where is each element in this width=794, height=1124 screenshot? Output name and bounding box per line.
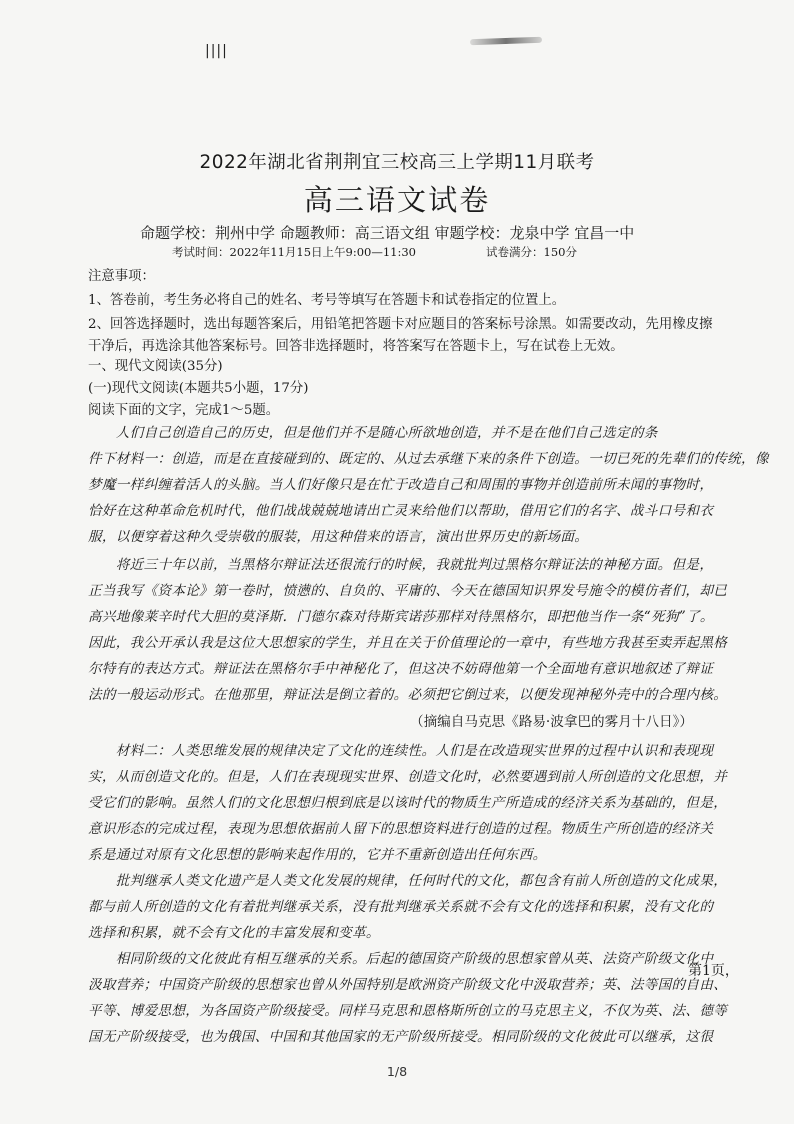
section-title: 一、现代文阅读(35分) bbox=[88, 359, 223, 374]
material1-line: 法的一般运动形式。在他那里，辩证法是倒立着的。必须把它倒过来，以便发现神秘外壳中的合理内核。 bbox=[88, 687, 728, 703]
section-subtitle: (一)现代文阅读(本题共5小题，17分) bbox=[88, 381, 309, 396]
scan-mark: |||| bbox=[205, 43, 228, 59]
material2-line: 相同阶级的文化彼此有相互继承的关系。后起的德国资产阶级的思想家曾从英、法资产阶级文化中 bbox=[88, 951, 714, 967]
material1-line: 因此，我公开承认我是这位大思想家的学生，并且在关于价值理论的一章中，有些地方我甚至卖弄起黑格 bbox=[88, 635, 728, 651]
page-number-label: 第1页， bbox=[688, 963, 739, 979]
notes-item-2-cont: 干净后，再选涂其他答案标号。回答非选择题时，将答案写在答题卡上，写在试卷上无效。 bbox=[88, 339, 624, 354]
material1-line: 高兴地像莱辛时代大胆的莫泽斯．门德尔森对待斯宾诺莎那样对待黑格尔，即把他当作一条“死狗”了。 bbox=[88, 609, 714, 625]
material2-line: 批判继承人类文化遗产是人类文化发展的规律，任何时代的文化，都包含有前人所创造的文化成果， bbox=[88, 873, 728, 889]
exam-info-line: 命题学校：荆州中学 命题教师：高三语文组 审题学校：龙泉中学 宜昌一中 bbox=[140, 224, 635, 242]
material1-line: 恰好在这种革命危机时代，他们战战兢兢地请出亡灵来给他们以帮助，借用它们的名字、战斗口号和衣 bbox=[88, 503, 714, 519]
material2-line: 受它们的影响。虽然人们的文化思想归根到底是以该时代的物质生产所造成的经济关系为基础的，但是， bbox=[88, 795, 728, 811]
material1-line: 尔特有的表达方式。辩证法在黑格尔手中神秘化了，但这决不妨碍他第一个全面地有意识地叙述了辩证 bbox=[88, 661, 714, 677]
material2-line: 都与前人所创造的文化有着批判继承关系，没有批判继承关系就不会有文化的选择和积累，没有文化的 bbox=[88, 899, 714, 915]
material2-line: 汲取营养；中国资产阶级的思想家也曾从外国特别是欧洲资产阶级文化中汲取营养；英、法等国的自由、 bbox=[88, 977, 728, 993]
reading-instruction: 阅读下面的文字，完成1～5题。 bbox=[88, 403, 280, 418]
material1-line: 梦魔一样纠缠着活人的头脑。当人们好像只是在忙于改造自己和周围的事物并创造前所未闻的事物时， bbox=[88, 477, 714, 493]
material2-line: 材料二：人类思维发展的规律决定了文化的连续性。人们是在改造现实世界的过程中认识和表现现 bbox=[88, 743, 714, 759]
scan-stroke bbox=[470, 37, 542, 46]
material1-line: 正当我写《资本论》第一卷时，愤懑的、自负的、平庸的、今天在德国知识界发号施令的模仿者们，却已 bbox=[88, 583, 728, 599]
material1-line: 将近三十年以前，当黑格尔辩证法还很流行的时候，我就批判过黑格尔辩证法的神秘方面。但是， bbox=[88, 557, 714, 573]
notes-item-1: 1、答卷前，考生务必将自己的姓名、考号等填写在答题卡和试卷指定的位置上。 bbox=[88, 293, 566, 308]
material2-line: 国无产阶级接受，也为俄国、中国和其他国家的无产阶级所接受。相同阶级的文化彼此可以继承，这很 bbox=[88, 1029, 714, 1045]
full-score: 试卷满分：150分 bbox=[486, 245, 577, 259]
exam-top-title: 2022年湖北省荆荆宜三校高三上学期11月联考 bbox=[199, 152, 595, 173]
exam-time: 考试时间：2022年11月15日上午9:00—11:30 bbox=[172, 245, 416, 259]
material2-line: 意识形态的完成过程，表现为思想依据前人留下的思想资料进行创造的过程。物质生产所创造的经济关 bbox=[88, 821, 714, 837]
material1-line: 件下材料一：创造，而是在直接碰到的、既定的、从过去承继下来的条件下创造。一切已死的先辈们的传统，像 bbox=[88, 451, 769, 467]
material2-line: 平等、博爱思想，为各国资产阶级接受。同样马克思和恩格斯所创立的马克思主义，不仅为英、法、德等 bbox=[88, 1003, 728, 1019]
material1-source: （摘编自马克思《路易·波拿巴的雾月十八日》） bbox=[410, 714, 693, 730]
page-title: 高三语文试卷 bbox=[303, 183, 491, 217]
page-footer: 1/8 bbox=[386, 1064, 408, 1079]
material2-line: 选择和积累，就不会有文化的丰富发展和变革。 bbox=[88, 925, 380, 941]
material1-line: 人们自己创造自己的历史，但是他们并不是随心所欲地创造，并不是在他们自己选定的条 bbox=[88, 425, 658, 441]
material2-line: 系是通过对原有文化思想的影响来起作用的，它并不重新创造出任何东西。 bbox=[88, 847, 547, 863]
notes-item-2: 2、回答选择题时，选出每题答案后，用铅笔把答题卡对应题目的答案标号涂黑。如需要改动，先用橡皮擦 bbox=[88, 317, 713, 332]
material2-line: 实，从而创造文化的。但是，人们在表现现实世界、创造文化时，必然要遇到前人所创造的文化思想，并 bbox=[88, 769, 728, 785]
material1-line: 服，以便穿着这种久受崇敬的服装，用这种借来的语言，演出世界历史的新场面。 bbox=[88, 529, 589, 545]
notes-heading: 注意事项： bbox=[88, 269, 155, 284]
